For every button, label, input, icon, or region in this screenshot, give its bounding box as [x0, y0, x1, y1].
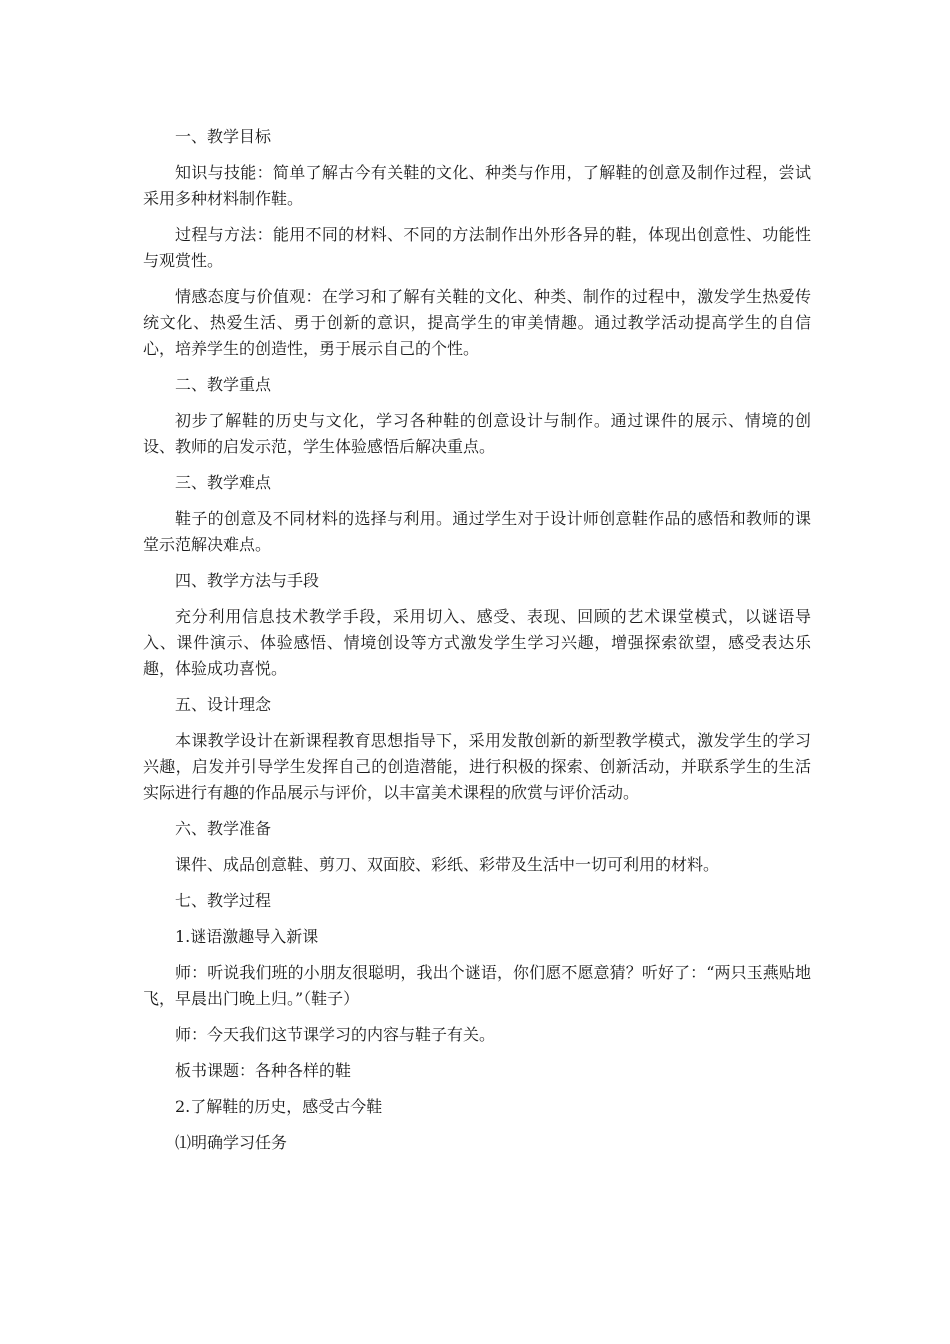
- section-heading-objectives: 一、教学目标: [175, 127, 272, 146]
- document-body: [143, 124, 811, 1166]
- paragraph-process-methods: 过程与方法：能用不同的材料、不同的方法制作出外形各异的鞋，体现出创意性、功能性与观赏性。: [143, 225, 811, 270]
- paragraph-emotion-values: 情感态度与价值观：在学习和了解有关鞋的文化、种类、制作的过程中，激发学生热爱传统文化、热爱生活、勇于创新的意识，提高学生的审美情趣。通过教学活动提高学生的自信心，培养学生的创造性，勇于展示自己的个性。: [143, 287, 811, 358]
- subheading-learning-task: ⑴明确学习任务: [175, 1133, 288, 1152]
- subheading-riddle-intro: 1.谜语激趣导入新课: [175, 927, 319, 946]
- paragraph-teacher-riddle: 师：听说我们班的小朋友很聪明，我出个谜语，你们愿不愿意猜？听好了：“两只玉燕贴地飞，早晨出门晚上归。”（鞋子）: [143, 963, 811, 1008]
- paragraph-board-title: 板书课题：各种各样的鞋: [175, 1061, 352, 1080]
- section-heading-preparation: 六、教学准备: [175, 819, 272, 838]
- paragraph-difficulties: 鞋子的创意及不同材料的选择与利用。通过学生对于设计师创意鞋作品的感悟和教师的课堂示范解决难点。: [143, 509, 811, 554]
- paragraph-knowledge-skills: 知识与技能：简单了解古今有关鞋的文化、种类与作用，了解鞋的创意及制作过程，尝试采用多种材料制作鞋。: [143, 163, 811, 208]
- section-heading-process: 七、教学过程: [175, 891, 272, 910]
- section-heading-key-points: 二、教学重点: [175, 375, 272, 394]
- paragraph-methods: 充分利用信息技术教学手段，采用切入、感受、表现、回顾的艺术课堂模式，以谜语导入、课件演示、体验感悟、情境创设等方式激发学生学习兴趣，增强探索欲望，感受表达乐趣，体验成功喜悦。: [143, 607, 811, 678]
- paragraph-preparation: 课件、成品创意鞋、剪刀、双面胶、彩纸、彩带及生活中一切可利用的材料。: [175, 855, 720, 874]
- subheading-shoe-history: 2.了解鞋的历史，感受古今鞋: [175, 1097, 383, 1116]
- section-heading-design-concept: 五、设计理念: [175, 695, 272, 714]
- section-heading-methods: 四、教学方法与手段: [175, 571, 320, 590]
- section-heading-difficulties: 三、教学难点: [175, 473, 272, 492]
- paragraph-teacher-topic: 师：今天我们这节课学习的内容与鞋子有关。: [175, 1025, 496, 1044]
- paragraph-key-points: 初步了解鞋的历史与文化，学习各种鞋的创意设计与制作。通过课件的展示、情境的创设、教师的启发示范，学生体验感悟后解决重点。: [143, 411, 811, 456]
- paragraph-design-concept: 本课教学设计在新课程教育思想指导下，采用发散创新的新型教学模式，激发学生的学习兴趣，启发并引导学生发挥自己的创造潜能，进行积极的探索、创新活动，并联系学生的生活实际进行有趣的作品展示与评价，以丰富美术课程的欣赏与评价活动。: [143, 731, 811, 802]
